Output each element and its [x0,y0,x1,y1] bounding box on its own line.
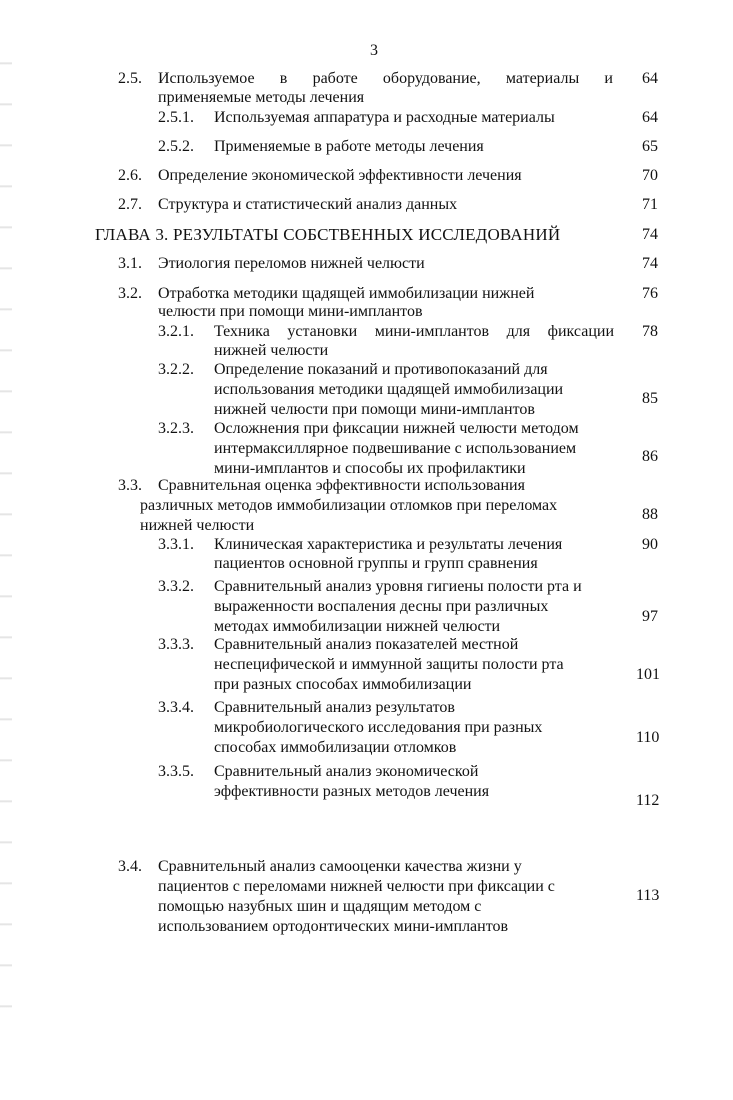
toc-entry-line: эффективности разных методов лечения [214,783,490,800]
toc-entry-line: Сравнительный анализ показателей местной [214,636,519,653]
toc-entry-line: Применяемые в работе методы лечения [214,138,484,155]
toc-entry-line: неспецифической и иммунной защиты полости рта [214,656,564,673]
toc-entry-line: мини-имплантов и способы их профилактики [214,460,526,477]
toc-entry-page: 88 [642,506,658,523]
toc-entry-line: нижней челюсти [214,342,329,359]
toc-entry-page: 101 [636,666,660,683]
toc-entry-number: 2.7. [118,196,142,213]
toc-entry-line: Этиология переломов нижней челюсти [158,255,425,272]
toc-entry-page: 71 [642,196,658,213]
toc-entry-number: 3.3.3. [158,636,194,653]
toc-entry-line: Сравнительный анализ самооценки качества жизни у [158,858,522,875]
toc-entry-number: 3.4. [118,858,142,875]
toc-entry-number: 2.6. [118,167,142,184]
toc-entry-line: при разных способах иммобилизации [214,676,472,693]
toc-entry-number: 3.3.4. [158,699,194,716]
toc-entry-number: 3.3.1. [158,536,194,553]
toc-entry-number: 3.2.1. [158,323,194,340]
toc-entry-line: использования методики щадящей иммобилизации [214,381,564,398]
toc-entry-number: 3.1. [118,255,142,272]
toc-entry-line: Клиническая характеристика и результаты лечения [214,536,563,553]
toc-entry-line: использованием ортодонтических мини-имплантов [158,918,509,935]
toc-entry-page: 86 [642,448,658,465]
toc-entry-line: Сравнительный анализ экономической [214,763,479,780]
toc-entry-number: 2.5. [118,70,142,87]
toc-entry-line: Осложнения при фиксации нижней челюсти методом [214,420,579,437]
toc-entry-page: 74 [642,255,658,272]
toc-entry-number: 3.3.5. [158,763,194,780]
toc-entry-line: челюсти при помощи мини-имплантов [158,303,423,320]
toc-entry-line: нижней челюсти при помощи мини-имплантов [214,401,535,418]
toc-entry-number: 3.2.3. [158,420,194,437]
toc-entry-number: 2.5.1. [158,109,194,126]
toc-entry-number: 3.3. [118,477,142,494]
toc-entry-number: 3.2.2. [158,361,194,378]
toc-entry-page: 70 [642,167,658,184]
toc-entry-line: Используемое в работе оборудование, материалы и [158,70,613,87]
toc-entry-line: Определение показаний и противопоказаний для [214,361,548,378]
toc-entry-line: Сравнительный анализ результатов [214,699,455,716]
chapter-title: ГЛАВА 3. РЕЗУЛЬТАТЫ СОБСТВЕННЫХ ИССЛЕДОВАНИЙ [95,225,561,244]
toc-entry-page: 64 [642,70,658,87]
toc-entry-line: различных методов иммобилизации отломков при переломах [140,497,558,514]
toc-entry-page: 90 [642,536,658,553]
toc-entry-page: 76 [642,285,658,302]
toc-entry-line: способах иммобилизации отломков [214,739,457,756]
toc-entry-line: пациентов с переломами нижней челюсти при фиксации с [158,878,555,895]
toc-entry-line: Определение экономической эффективности лечения [158,167,522,184]
toc-entry-line: нижней челюсти [140,517,255,534]
toc-entry-page: 64 [642,109,658,126]
toc-entry-page: 85 [642,390,658,407]
toc-entry-page: 74 [642,226,658,243]
toc-entry-page: 112 [636,792,660,809]
toc-entry-line: Используемая аппаратура и расходные материалы [214,109,555,126]
toc-entry-number: 3.2. [118,285,142,302]
toc-entry-line: пациентов основной группы и групп сравнения [214,555,538,572]
scan-edge-noise [0,40,12,1020]
toc-entry-page: 113 [636,887,660,904]
toc-entry-page: 110 [636,729,660,746]
toc-entry-line: Техника установки мини-имплантов для фиксации [214,323,614,340]
toc-entry-line: помощью назубных шин и щадящим методом с [158,898,482,915]
page-number: 3 [370,42,378,59]
toc-entry-line: Структура и статистический анализ данных [158,196,458,213]
toc-entry-page: 97 [642,608,658,625]
toc-entry-number: 2.5.2. [158,138,194,155]
toc-entry-page: 78 [642,323,658,340]
toc-entry-line: выраженности воспаления десны при различных [214,598,549,615]
toc-entry-line: микробиологического исследования при разных [214,719,543,736]
toc-entry-line: Отработка методики щадящей иммобилизации нижней [158,285,535,302]
toc-entry-line: методах иммобилизации нижней челюсти [214,618,501,635]
toc-entry-number: 3.3.2. [158,578,194,595]
toc-entry-line: применяемые методы лечения [158,89,365,106]
toc-entry-page: 65 [642,138,658,155]
toc-entry-line: Сравнительный анализ уровня гигиены полости рта и [214,578,582,595]
toc-entry-line: Сравнительная оценка эффективности использования [158,477,525,494]
toc-entry-line: интермаксиллярное подвешивание с использованием [214,440,577,457]
